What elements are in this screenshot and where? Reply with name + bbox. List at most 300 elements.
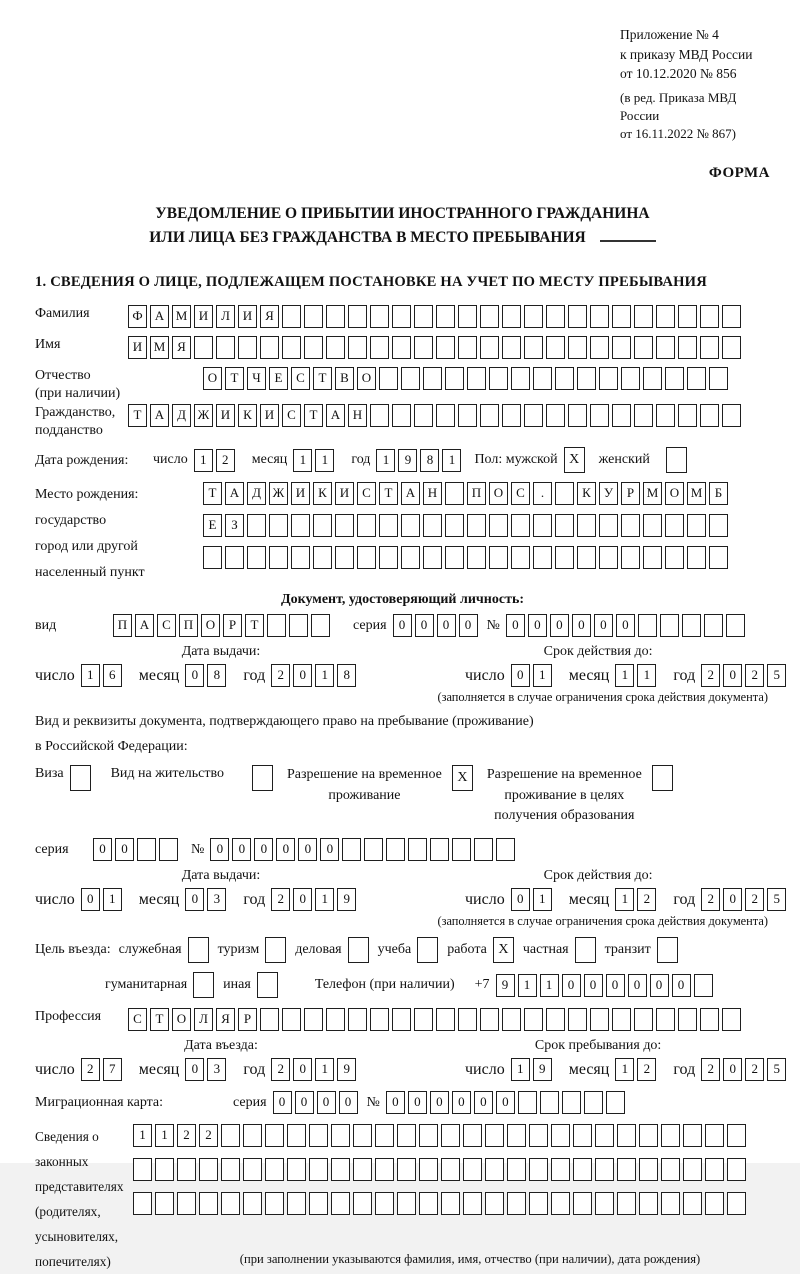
cell[interactable] <box>348 305 367 328</box>
cell[interactable]: 9 <box>337 1058 356 1081</box>
cell[interactable]: 0 <box>584 974 603 997</box>
cell[interactable]: 0 <box>511 664 530 687</box>
cell[interactable] <box>555 367 574 390</box>
cell[interactable] <box>568 404 587 427</box>
cell[interactable] <box>595 1124 614 1147</box>
cell[interactable]: С <box>157 614 176 637</box>
cell[interactable] <box>480 404 499 427</box>
cell[interactable] <box>458 404 477 427</box>
cell[interactable] <box>577 514 596 537</box>
cell[interactable] <box>502 336 521 359</box>
cell[interactable]: 0 <box>723 664 742 687</box>
cell[interactable]: 0 <box>81 888 100 911</box>
cell[interactable] <box>529 1192 548 1215</box>
cell[interactable] <box>225 546 244 569</box>
cell[interactable] <box>621 546 640 569</box>
cell[interactable] <box>496 838 515 861</box>
cell[interactable] <box>331 1158 350 1181</box>
cell[interactable] <box>485 1124 504 1147</box>
phone-cells[interactable] <box>496 974 716 997</box>
cell[interactable]: 9 <box>496 974 515 997</box>
cell[interactable] <box>392 305 411 328</box>
purpose-business-checkbox[interactable] <box>348 937 369 963</box>
cell[interactable] <box>683 1192 702 1215</box>
cell[interactable] <box>441 1158 460 1181</box>
cell[interactable]: С <box>357 482 376 505</box>
cell[interactable]: 0 <box>339 1091 358 1114</box>
cell[interactable] <box>203 546 222 569</box>
cell[interactable] <box>595 1192 614 1215</box>
cell[interactable]: 0 <box>320 838 339 861</box>
cell[interactable]: 0 <box>723 888 742 911</box>
cell[interactable]: 9 <box>398 449 417 472</box>
cell[interactable] <box>304 305 323 328</box>
cell[interactable] <box>705 1124 724 1147</box>
cell[interactable] <box>524 404 543 427</box>
cell[interactable]: 1 <box>442 449 461 472</box>
cell[interactable]: О <box>172 1008 191 1031</box>
cell[interactable] <box>634 336 653 359</box>
cell[interactable] <box>379 546 398 569</box>
cell[interactable]: 0 <box>393 614 412 637</box>
cell[interactable] <box>155 1158 174 1181</box>
cell[interactable] <box>709 514 728 537</box>
cell[interactable]: 1 <box>194 449 213 472</box>
purpose-humanitarian-checkbox[interactable] <box>193 972 214 998</box>
cell[interactable] <box>518 1091 537 1114</box>
cell[interactable] <box>678 1008 697 1031</box>
cell[interactable] <box>687 546 706 569</box>
cell[interactable]: 0 <box>185 664 204 687</box>
cell[interactable]: 2 <box>745 1058 764 1081</box>
cell[interactable]: К <box>238 404 257 427</box>
cell[interactable] <box>430 838 449 861</box>
cell[interactable]: 0 <box>386 1091 405 1114</box>
cell[interactable]: 2 <box>701 1058 720 1081</box>
cell[interactable]: 0 <box>276 838 295 861</box>
cell[interactable]: 5 <box>767 888 786 911</box>
cell[interactable] <box>309 1158 328 1181</box>
cell[interactable]: М <box>687 482 706 505</box>
cell[interactable]: А <box>135 614 154 637</box>
cell[interactable] <box>267 614 286 637</box>
cell[interactable] <box>568 305 587 328</box>
entry-month-cells[interactable] <box>185 1058 229 1081</box>
cell[interactable] <box>700 305 719 328</box>
cell[interactable]: 1 <box>376 449 395 472</box>
cell[interactable] <box>331 1124 350 1147</box>
cell[interactable] <box>511 514 530 537</box>
entry-day-cells[interactable] <box>81 1058 125 1081</box>
cell[interactable] <box>562 1091 581 1114</box>
cell[interactable] <box>397 1124 416 1147</box>
cell[interactable] <box>311 614 330 637</box>
birth-place-cells-row2[interactable] <box>203 514 731 537</box>
cell[interactable] <box>458 305 477 328</box>
cell[interactable] <box>467 546 486 569</box>
cell[interactable]: 1 <box>533 888 552 911</box>
cell[interactable]: З <box>225 514 244 537</box>
cell[interactable] <box>612 336 631 359</box>
cell[interactable]: Т <box>203 482 222 505</box>
cell[interactable] <box>722 1008 741 1031</box>
cell[interactable]: 5 <box>767 1058 786 1081</box>
cell[interactable]: 1 <box>133 1124 152 1147</box>
cell[interactable] <box>375 1192 394 1215</box>
cell[interactable] <box>546 1008 565 1031</box>
purpose-tourism-checkbox[interactable] <box>265 937 286 963</box>
cell[interactable] <box>555 514 574 537</box>
cell[interactable]: С <box>291 367 310 390</box>
cell[interactable] <box>436 336 455 359</box>
cell[interactable] <box>687 514 706 537</box>
cell[interactable]: 0 <box>511 888 530 911</box>
cell[interactable] <box>656 404 675 427</box>
identity-valid-year-cells[interactable] <box>701 664 789 687</box>
cell[interactable]: 8 <box>420 449 439 472</box>
cell[interactable]: Ф <box>128 305 147 328</box>
cell[interactable] <box>643 514 662 537</box>
cell[interactable]: Ч <box>247 367 266 390</box>
cell[interactable] <box>243 1158 262 1181</box>
cell[interactable] <box>331 1192 350 1215</box>
temp-permit-checkbox[interactable]: X <box>452 765 473 791</box>
cell[interactable]: Р <box>223 614 242 637</box>
cell[interactable]: 2 <box>701 888 720 911</box>
cell[interactable] <box>722 404 741 427</box>
cell[interactable] <box>216 336 235 359</box>
cell[interactable] <box>639 1124 658 1147</box>
cell[interactable] <box>612 404 631 427</box>
cell[interactable] <box>379 367 398 390</box>
cell[interactable] <box>304 336 323 359</box>
surname-cells[interactable] <box>128 305 744 328</box>
cell[interactable]: С <box>128 1008 147 1031</box>
cell[interactable] <box>573 1124 592 1147</box>
cell[interactable] <box>612 305 631 328</box>
identity-number-cells[interactable] <box>506 614 748 637</box>
cell[interactable] <box>137 838 156 861</box>
identity-issue-year-cells[interactable] <box>271 664 359 687</box>
cell[interactable]: 1 <box>533 664 552 687</box>
cell[interactable] <box>441 1192 460 1215</box>
cell[interactable] <box>700 1008 719 1031</box>
residence-issue-day-cells[interactable] <box>81 888 125 911</box>
cell[interactable] <box>423 514 442 537</box>
cell[interactable] <box>260 1008 279 1031</box>
cell[interactable] <box>551 1192 570 1215</box>
cell[interactable] <box>709 546 728 569</box>
cell[interactable] <box>463 1124 482 1147</box>
cell[interactable] <box>612 1008 631 1031</box>
cell[interactable] <box>177 1158 196 1181</box>
cell[interactable]: Я <box>260 305 279 328</box>
visa-checkbox[interactable] <box>70 765 91 791</box>
cell[interactable]: 2 <box>216 449 235 472</box>
cell[interactable]: 9 <box>533 1058 552 1081</box>
cell[interactable] <box>221 1124 240 1147</box>
cell[interactable]: 0 <box>506 614 525 637</box>
cell[interactable]: Н <box>348 404 367 427</box>
cell[interactable] <box>638 614 657 637</box>
cell[interactable]: . <box>533 482 552 505</box>
cell[interactable] <box>665 367 684 390</box>
cell[interactable] <box>414 305 433 328</box>
cell[interactable] <box>445 546 464 569</box>
cell[interactable]: Ж <box>269 482 288 505</box>
cell[interactable] <box>392 336 411 359</box>
cell[interactable] <box>507 1192 526 1215</box>
cell[interactable] <box>370 1008 389 1031</box>
cell[interactable] <box>458 1008 477 1031</box>
cell[interactable]: 1 <box>155 1124 174 1147</box>
cell[interactable] <box>445 514 464 537</box>
cell[interactable] <box>313 546 332 569</box>
cell[interactable] <box>590 1008 609 1031</box>
cell[interactable]: 9 <box>337 888 356 911</box>
cell[interactable] <box>414 336 433 359</box>
cell[interactable]: В <box>335 367 354 390</box>
cell[interactable] <box>502 404 521 427</box>
cell[interactable]: Ж <box>194 404 213 427</box>
cell[interactable] <box>247 514 266 537</box>
cell[interactable] <box>489 514 508 537</box>
cell[interactable] <box>643 546 662 569</box>
cell[interactable] <box>584 1091 603 1114</box>
cell[interactable] <box>159 838 178 861</box>
cell[interactable] <box>705 1192 724 1215</box>
cell[interactable] <box>595 1158 614 1181</box>
cell[interactable] <box>269 514 288 537</box>
cell[interactable]: 1 <box>637 664 656 687</box>
cell[interactable] <box>221 1158 240 1181</box>
profession-cells[interactable] <box>128 1008 744 1031</box>
representatives-cells-row2[interactable] <box>133 1158 749 1181</box>
cell[interactable]: 8 <box>337 664 356 687</box>
cell[interactable] <box>221 1192 240 1215</box>
cell[interactable]: 2 <box>271 1058 290 1081</box>
cell[interactable] <box>199 1192 218 1215</box>
cell[interactable] <box>467 514 486 537</box>
cell[interactable]: С <box>511 482 530 505</box>
cell[interactable] <box>727 1158 746 1181</box>
cell[interactable]: И <box>238 305 257 328</box>
cell[interactable]: 0 <box>232 838 251 861</box>
cell[interactable] <box>370 305 389 328</box>
cell[interactable]: 0 <box>415 614 434 637</box>
cell[interactable] <box>370 404 389 427</box>
cell[interactable]: 0 <box>606 974 625 997</box>
cell[interactable] <box>551 1158 570 1181</box>
residence-valid-month-cells[interactable] <box>615 888 659 911</box>
cell[interactable]: 1 <box>315 449 334 472</box>
cell[interactable]: Р <box>238 1008 257 1031</box>
cell[interactable] <box>599 546 618 569</box>
cell[interactable]: 5 <box>767 664 786 687</box>
cell[interactable] <box>265 1124 284 1147</box>
cell[interactable] <box>375 1158 394 1181</box>
cell[interactable]: К <box>577 482 596 505</box>
purpose-other-checkbox[interactable] <box>257 972 278 998</box>
cell[interactable] <box>599 367 618 390</box>
cell[interactable] <box>436 404 455 427</box>
cell[interactable]: Р <box>621 482 640 505</box>
cell[interactable] <box>463 1158 482 1181</box>
cell[interactable] <box>282 305 301 328</box>
cell[interactable]: И <box>194 305 213 328</box>
migration-series-cells[interactable] <box>273 1091 361 1114</box>
cell[interactable] <box>546 404 565 427</box>
cell[interactable] <box>474 838 493 861</box>
identity-series-cells[interactable] <box>393 614 481 637</box>
birth-place-cells-row1[interactable] <box>203 482 731 505</box>
cell[interactable]: 1 <box>103 888 122 911</box>
cell[interactable] <box>423 367 442 390</box>
cell[interactable]: А <box>401 482 420 505</box>
cell[interactable] <box>357 546 376 569</box>
birth-month-cells[interactable] <box>293 449 337 472</box>
cell[interactable] <box>568 1008 587 1031</box>
cell[interactable]: 0 <box>185 1058 204 1081</box>
cell[interactable] <box>480 305 499 328</box>
cell[interactable]: Е <box>203 514 222 537</box>
cell[interactable] <box>335 546 354 569</box>
cell[interactable]: 0 <box>459 614 478 637</box>
migration-number-cells[interactable] <box>386 1091 628 1114</box>
cell[interactable]: 0 <box>437 614 456 637</box>
cell[interactable]: 0 <box>115 838 134 861</box>
cell[interactable]: М <box>150 336 169 359</box>
cell[interactable] <box>727 1192 746 1215</box>
cell[interactable] <box>452 838 471 861</box>
cell[interactable]: Я <box>172 336 191 359</box>
cell[interactable]: 0 <box>293 664 312 687</box>
cell[interactable]: К <box>313 482 332 505</box>
cell[interactable] <box>419 1192 438 1215</box>
cell[interactable] <box>705 1158 724 1181</box>
cell[interactable] <box>555 546 574 569</box>
cell[interactable]: 2 <box>271 664 290 687</box>
cell[interactable]: 2 <box>637 1058 656 1081</box>
cell[interactable] <box>408 838 427 861</box>
cell[interactable] <box>704 614 723 637</box>
name-cells[interactable] <box>128 336 744 359</box>
cell[interactable] <box>533 546 552 569</box>
cell[interactable] <box>524 336 543 359</box>
cell[interactable] <box>617 1124 636 1147</box>
cell[interactable] <box>238 336 257 359</box>
residence-series-cells[interactable] <box>93 838 181 861</box>
cell[interactable] <box>502 1008 521 1031</box>
cell[interactable]: П <box>113 614 132 637</box>
cell[interactable] <box>621 514 640 537</box>
cell[interactable]: 0 <box>293 1058 312 1081</box>
cell[interactable] <box>309 1124 328 1147</box>
cell[interactable]: 0 <box>452 1091 471 1114</box>
cell[interactable] <box>502 305 521 328</box>
cell[interactable] <box>155 1192 174 1215</box>
patronymic-cells[interactable] <box>203 367 731 390</box>
cell[interactable]: 0 <box>474 1091 493 1114</box>
cell[interactable]: А <box>225 482 244 505</box>
cell[interactable]: 1 <box>615 888 634 911</box>
cell[interactable] <box>353 1192 372 1215</box>
cell[interactable] <box>397 1158 416 1181</box>
cell[interactable] <box>423 546 442 569</box>
cell[interactable]: О <box>489 482 508 505</box>
cell[interactable] <box>485 1192 504 1215</box>
cell[interactable] <box>326 336 345 359</box>
cell[interactable]: И <box>335 482 354 505</box>
cell[interactable] <box>480 1008 499 1031</box>
cell[interactable]: П <box>179 614 198 637</box>
cell[interactable] <box>287 1192 306 1215</box>
cell[interactable]: 0 <box>672 974 691 997</box>
cell[interactable]: 3 <box>207 1058 226 1081</box>
cell[interactable]: У <box>599 482 618 505</box>
cell[interactable]: О <box>357 367 376 390</box>
residence-permit-checkbox[interactable] <box>252 765 273 791</box>
sex-female-checkbox[interactable] <box>666 447 687 473</box>
cell[interactable]: 0 <box>562 974 581 997</box>
cell[interactable] <box>529 1124 548 1147</box>
cell[interactable] <box>617 1158 636 1181</box>
cell[interactable]: 2 <box>271 888 290 911</box>
cell[interactable]: 0 <box>293 888 312 911</box>
cell[interactable] <box>304 1008 323 1031</box>
cell[interactable] <box>326 305 345 328</box>
representatives-cells-row3[interactable] <box>133 1192 749 1215</box>
cell[interactable]: 0 <box>295 1091 314 1114</box>
representatives-cells-row1[interactable] <box>133 1124 749 1147</box>
cell[interactable] <box>489 546 508 569</box>
cell[interactable] <box>683 1158 702 1181</box>
cell[interactable]: 1 <box>615 664 634 687</box>
cell[interactable]: М <box>172 305 191 328</box>
purpose-transit-checkbox[interactable] <box>657 937 678 963</box>
cell[interactable] <box>524 1008 543 1031</box>
cell[interactable] <box>357 514 376 537</box>
cell[interactable]: М <box>643 482 662 505</box>
cell[interactable]: 1 <box>315 888 334 911</box>
cell[interactable]: И <box>291 482 310 505</box>
cell[interactable] <box>621 367 640 390</box>
cell[interactable] <box>568 336 587 359</box>
cell[interactable]: 0 <box>496 1091 515 1114</box>
cell[interactable] <box>661 1158 680 1181</box>
cell[interactable] <box>682 614 701 637</box>
cell[interactable] <box>700 404 719 427</box>
cell[interactable] <box>573 1158 592 1181</box>
cell[interactable] <box>419 1158 438 1181</box>
cell[interactable] <box>722 305 741 328</box>
residence-issue-month-cells[interactable] <box>185 888 229 911</box>
cell[interactable] <box>665 546 684 569</box>
cell[interactable]: И <box>128 336 147 359</box>
cell[interactable] <box>678 336 697 359</box>
cell[interactable] <box>436 1008 455 1031</box>
cell[interactable] <box>287 1158 306 1181</box>
cell[interactable] <box>577 546 596 569</box>
identity-valid-day-cells[interactable] <box>511 664 555 687</box>
cell[interactable] <box>445 367 464 390</box>
cell[interactable]: Д <box>247 482 266 505</box>
cell[interactable] <box>375 1124 394 1147</box>
cell[interactable]: Л <box>194 1008 213 1031</box>
cell[interactable]: 0 <box>210 838 229 861</box>
cell[interactable] <box>247 546 266 569</box>
identity-valid-month-cells[interactable] <box>615 664 659 687</box>
